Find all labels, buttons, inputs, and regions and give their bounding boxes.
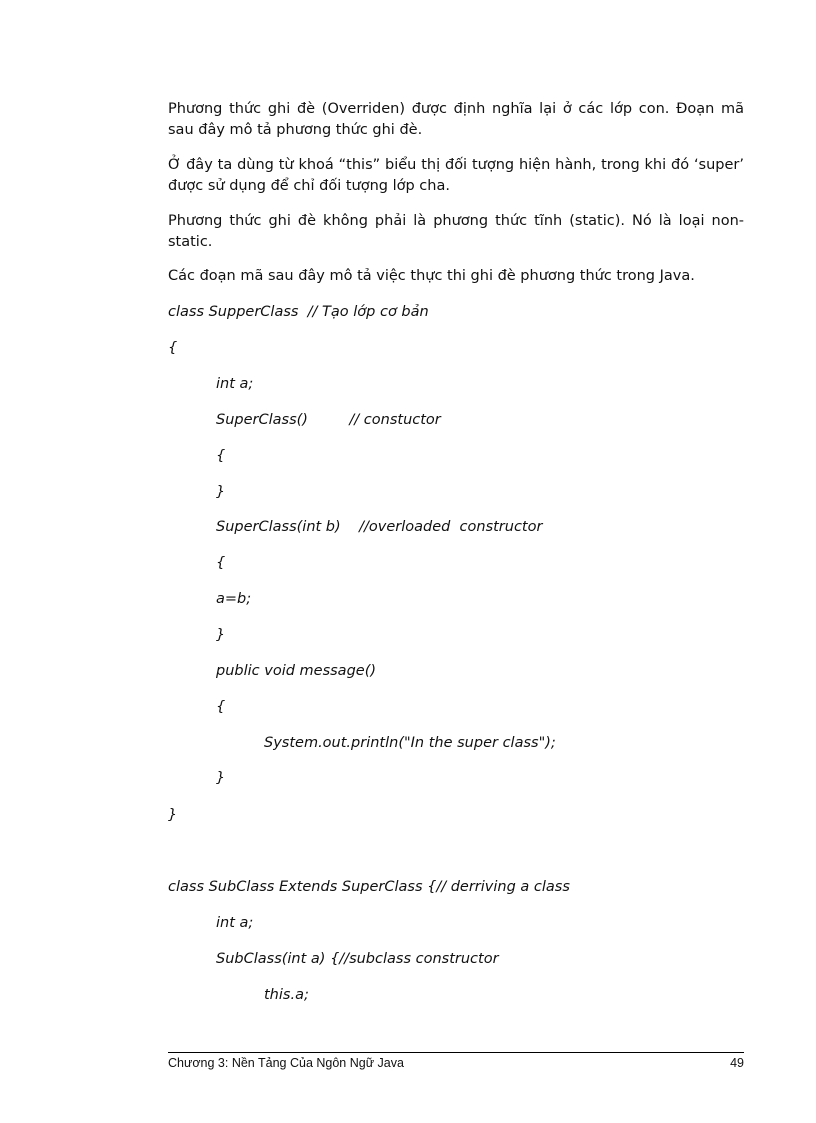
code-line: class SubClass Extends SuperClass {// derriving a class <box>168 879 570 895</box>
code-line: class SupperClass // Tạo lớp cơ bản <box>168 304 429 320</box>
code-line: int a; <box>216 915 254 931</box>
code-line: SubClass(int a) {//subclass constructor <box>216 951 499 967</box>
code-line: } <box>216 770 226 786</box>
code-line: } <box>168 807 178 823</box>
footer-chapter-title: Chương 3: Nền Tảng Của Ngôn Ngữ Java <box>168 1056 404 1070</box>
code-line: } <box>216 484 226 500</box>
paragraph-overriden-definition: Phương thức ghi đè (Overriden) được định nghĩa lại ở các lớp con. Đoạn mã sau đây mô tả phương thức ghi đè. <box>168 101 744 138</box>
paragraph-this-super: Ở đây ta dùng từ khoá “this” biểu thị đối tượng hiện hành, trong khi đó ‘super’ được sử dụng để chỉ đối tượng lớp cha. <box>168 157 744 194</box>
code-line: } <box>216 627 226 643</box>
code-line: SuperClass() // constuctor <box>216 412 441 428</box>
code-line: a=b; <box>216 591 252 607</box>
code-line: this.a; <box>264 987 309 1003</box>
page-number: 49 <box>730 1056 744 1070</box>
footer-divider <box>168 1052 744 1053</box>
code-line: SuperClass(int b) //overloaded constructor <box>216 519 543 535</box>
code-line: int a; <box>216 376 254 392</box>
paragraph-non-static: Phương thức ghi đè không phải là phương thức tĩnh (static). Nó là loại non-static. <box>168 213 744 250</box>
code-line: { <box>168 340 178 356</box>
code-line: { <box>216 699 226 715</box>
paragraph-code-intro: Các đoạn mã sau đây mô tả việc thực thi ghi đè phương thức trong Java. <box>168 268 695 284</box>
code-line: System.out.println("In the super class"); <box>264 735 556 751</box>
code-line: { <box>216 555 226 571</box>
code-line: public void message() <box>216 663 377 679</box>
code-line: { <box>216 448 226 464</box>
